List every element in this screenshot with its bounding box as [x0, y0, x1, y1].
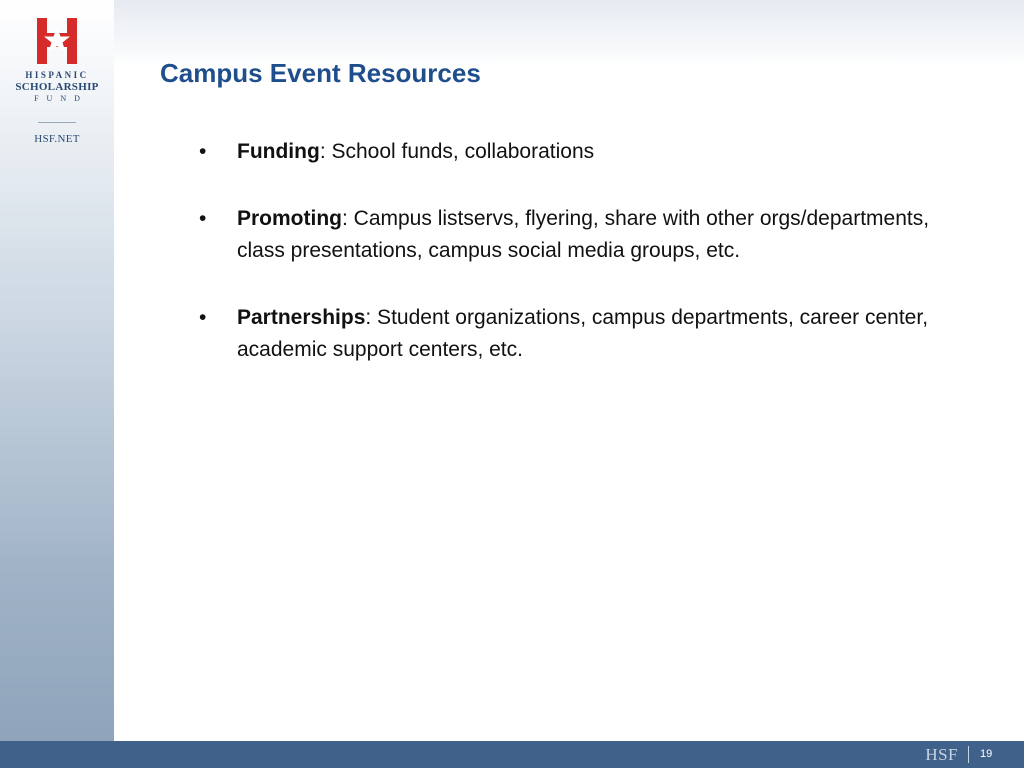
footer-logo: HSF [925, 745, 958, 764]
bullet-list [196, 136, 956, 401]
bullet-text: : School funds, collaborations [319, 140, 595, 163]
bullet-item-funding [196, 136, 956, 168]
bullet-text: : Student organizations, campus departments, career center, academic support centers, etc. [237, 306, 929, 361]
bullet-dot-icon: • [199, 207, 207, 230]
bullet-dot-icon: • [199, 140, 207, 163]
logo-text-hispanic: HISPANIC [25, 70, 89, 80]
bullet-term: Funding [237, 140, 320, 163]
logo-text-fund: FUND [34, 94, 88, 103]
page-number: 19 [980, 748, 993, 760]
bullet-text: : Campus listservs, flyering, share with other orgs/departments, class presentations, campus social media groups, etc. [237, 207, 930, 262]
slide-title: Campus Event Resources [160, 58, 481, 88]
sidebar [0, 0, 114, 741]
sidebar-url: HSF.NET [34, 133, 80, 145]
hsf-logo [0, 18, 114, 103]
bullet-term: Promoting [237, 207, 342, 230]
sidebar-divider [38, 122, 76, 123]
logo-text-scholarship: SCHOLARSHIP [15, 81, 99, 93]
bullet-dot-icon: • [199, 306, 207, 329]
footer-bar [0, 741, 1024, 768]
bullet-item-promoting [196, 203, 956, 267]
footer-divider [968, 746, 969, 763]
hsf-h-star-icon [35, 18, 79, 64]
bullet-item-partnerships [196, 302, 956, 366]
bullet-term: Partnerships [237, 306, 366, 329]
